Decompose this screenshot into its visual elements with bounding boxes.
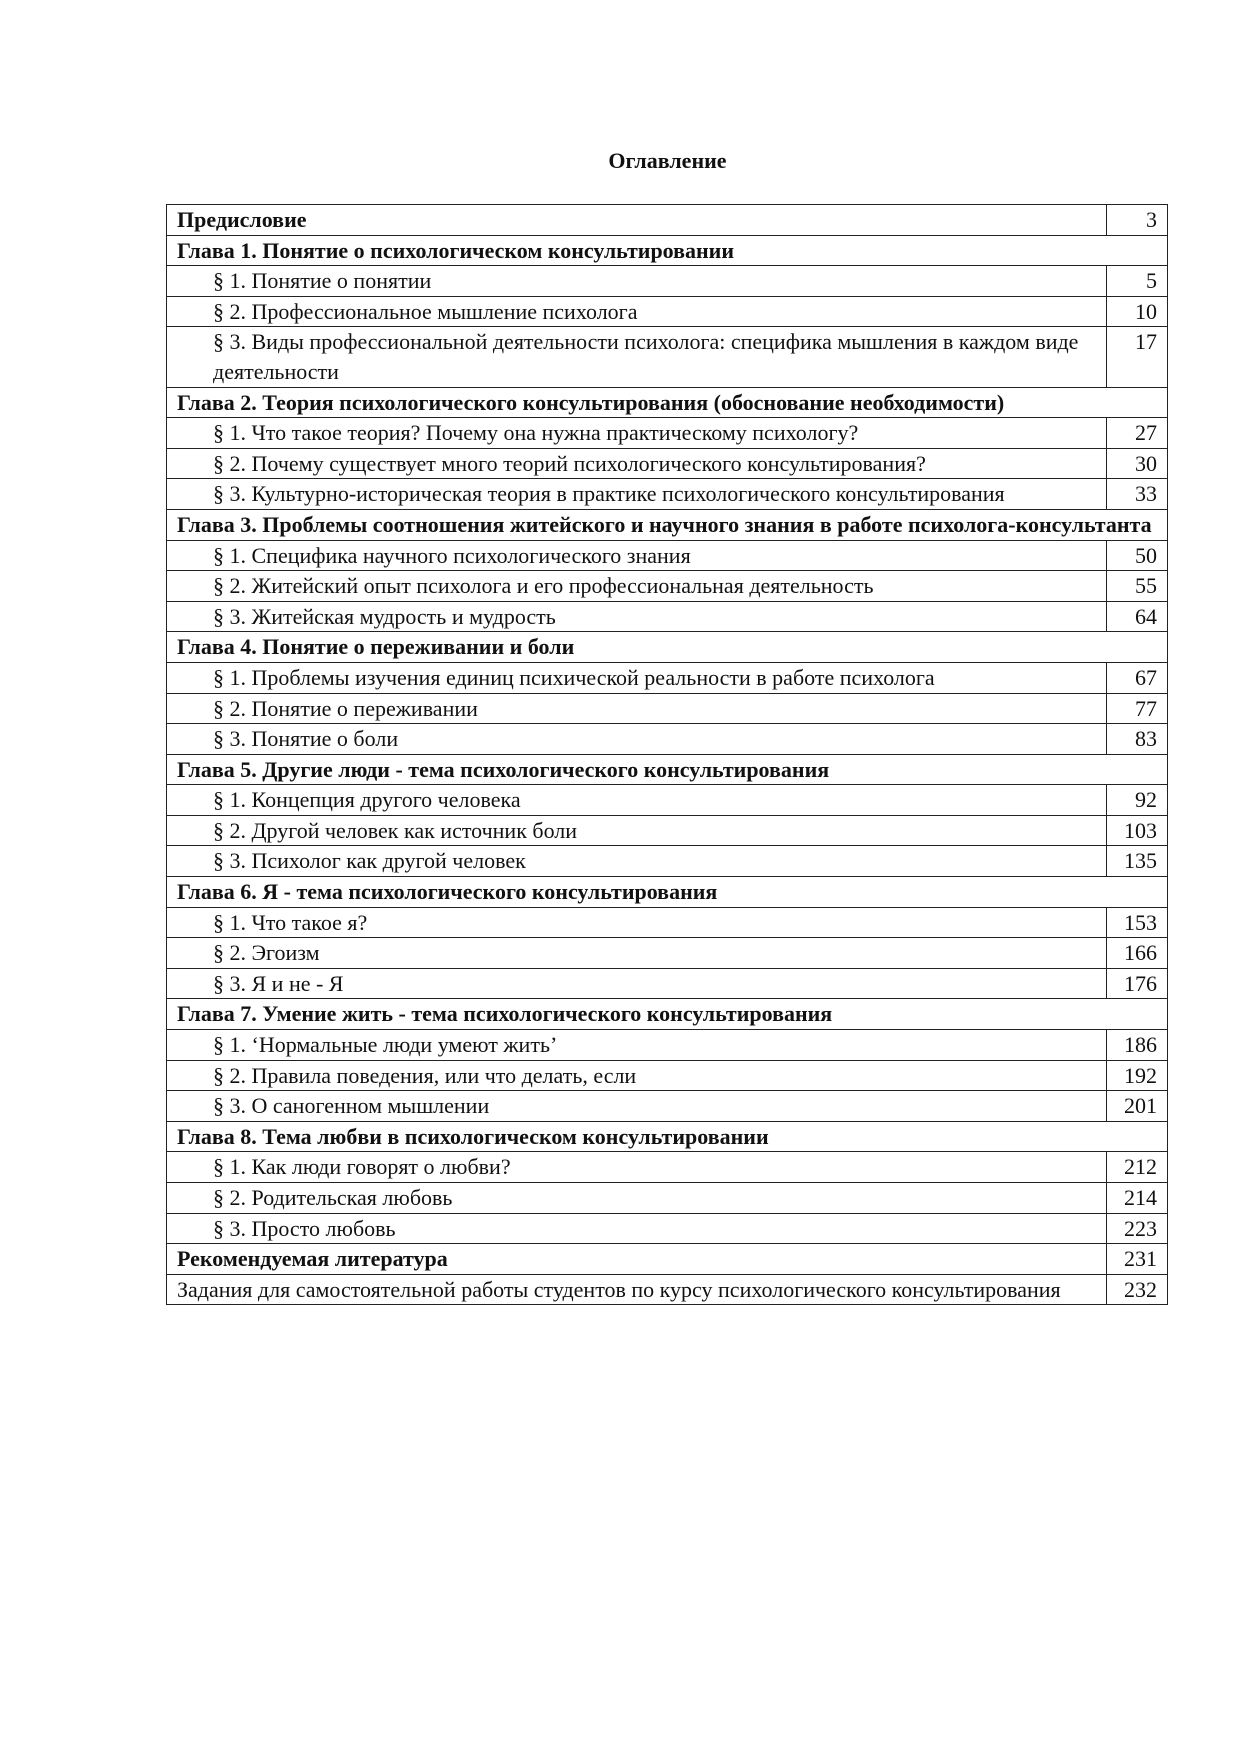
page-number: 3 [1107, 205, 1168, 236]
entry-title: § 3. Психолог как другой человек [167, 846, 1107, 877]
toc-section-row [167, 724, 1168, 755]
toc-section-row [167, 479, 1168, 510]
toc-section-row [167, 1091, 1168, 1122]
entry-title: § 2. Почему существует много теорий психологического консультирования? [167, 448, 1107, 479]
entry-title: Рекомендуемая литература [167, 1244, 1107, 1275]
page-number: 67 [1107, 662, 1168, 693]
toc-section-row [167, 1152, 1168, 1183]
entry-title: § 2. Профессиональное мышление психолога [167, 296, 1107, 327]
toc-section-row [167, 1183, 1168, 1214]
toc-chapter-row [167, 1121, 1168, 1152]
toc-section-row [167, 1213, 1168, 1244]
toc-chapter-row [167, 877, 1168, 908]
toc-section-row [167, 448, 1168, 479]
entry-title: § 3. Просто любовь [167, 1213, 1107, 1244]
toc-section-row [167, 1060, 1168, 1091]
page-number: 55 [1107, 571, 1168, 602]
toc-section-row [167, 693, 1168, 724]
entry-title: § 2. Понятие о переживании [167, 693, 1107, 724]
entry-title: § 3. Понятие о боли [167, 724, 1107, 755]
entry-title: § 1. ‘Нормальные люди умеют жить’ [167, 1030, 1107, 1061]
entry-title: § 1. Понятие о понятии [167, 266, 1107, 297]
page-number: 33 [1107, 479, 1168, 510]
toc-section-row [167, 662, 1168, 693]
chapter-title: Глава 2. Теория психологического консультирования (обоснование необходимости) [167, 387, 1168, 418]
toc-chapter-row [167, 509, 1168, 540]
entry-title: § 2. Житейский опыт психолога и его профессиональная деятельность [167, 571, 1107, 602]
entry-title: § 1. Специфика научного психологического знания [167, 540, 1107, 571]
page-number: 27 [1107, 418, 1168, 449]
toc-row [167, 1244, 1168, 1275]
toc-row [167, 1274, 1168, 1305]
entry-title: § 2. Эгоизм [167, 938, 1107, 969]
toc-section-row [167, 540, 1168, 571]
chapter-title: Глава 4. Понятие о переживании и боли [167, 632, 1168, 663]
page-number: 135 [1107, 846, 1168, 877]
entry-title: Задания для самостоятельной работы студентов по курсу психологического консультирования [167, 1274, 1107, 1305]
page-number: 92 [1107, 785, 1168, 816]
page-number: 192 [1107, 1060, 1168, 1091]
toc-section-row [167, 907, 1168, 938]
page-number: 17 [1107, 327, 1168, 387]
toc-section-row [167, 785, 1168, 816]
chapter-title: Глава 8. Тема любви в психологическом консультировании [167, 1121, 1168, 1152]
toc-chapter-row [167, 632, 1168, 663]
page-number: 30 [1107, 448, 1168, 479]
entry-title: § 3. Я и не - Я [167, 968, 1107, 999]
page-number: 5 [1107, 266, 1168, 297]
toc-chapter-row [167, 999, 1168, 1030]
page-number: 83 [1107, 724, 1168, 755]
page-number: 64 [1107, 601, 1168, 632]
toc-row [167, 205, 1168, 236]
toc-body [167, 205, 1168, 1305]
toc-section-row [167, 571, 1168, 602]
page-number: 176 [1107, 968, 1168, 999]
page-number: 214 [1107, 1183, 1168, 1214]
toc-section-row [167, 266, 1168, 297]
chapter-title: Глава 7. Умение жить - тема психологического консультирования [167, 999, 1168, 1030]
page-number: 10 [1107, 296, 1168, 327]
page-number: 103 [1107, 815, 1168, 846]
entry-title: § 1. Как люди говорят о любви? [167, 1152, 1107, 1183]
toc-section-row [167, 601, 1168, 632]
page-number: 231 [1107, 1244, 1168, 1275]
entry-title: § 3. Виды профессиональной деятельности психолога: специфика мышления в каждом виде деятельности [167, 327, 1107, 387]
page-number: 232 [1107, 1274, 1168, 1305]
entry-title: § 1. Проблемы изучения единиц психической реальности в работе психолога [167, 662, 1107, 693]
toc-section-row [167, 418, 1168, 449]
entry-title: Предисловие [167, 205, 1107, 236]
page-number: 186 [1107, 1030, 1168, 1061]
chapter-title: Глава 1. Понятие о психологическом консультировании [167, 235, 1168, 266]
entry-title: § 3. Культурно-историческая теория в практике психологического консультирования [167, 479, 1107, 510]
chapter-title: Глава 3. Проблемы соотношения житейского и научного знания в работе психолога-консультанта [167, 509, 1168, 540]
toc-table [166, 204, 1168, 1305]
chapter-title: Глава 5. Другие люди - тема психологического консультирования [167, 754, 1168, 785]
toc-chapter-row [167, 235, 1168, 266]
chapter-title: Глава 6. Я - тема психологического консультирования [167, 877, 1168, 908]
page-number: 166 [1107, 938, 1168, 969]
page-number: 50 [1107, 540, 1168, 571]
page-number: 223 [1107, 1213, 1168, 1244]
toc-section-row [167, 1030, 1168, 1061]
entry-title: § 2. Правила поведения, или что делать, если [167, 1060, 1107, 1091]
entry-title: § 2. Другой человек как источник боли [167, 815, 1107, 846]
entry-title: § 2. Родительская любовь [167, 1183, 1107, 1214]
toc-section-row [167, 815, 1168, 846]
entry-title: § 3. О саногенном мышлении [167, 1091, 1107, 1122]
toc-section-row [167, 296, 1168, 327]
toc-section-row [167, 327, 1168, 387]
toc-section-row [167, 968, 1168, 999]
toc-chapter-row [167, 754, 1168, 785]
entry-title: § 1. Что такое я? [167, 907, 1107, 938]
toc-section-row [167, 938, 1168, 969]
page-number: 201 [1107, 1091, 1168, 1122]
entry-title: § 1. Что такое теория? Почему она нужна практическому психологу? [167, 418, 1107, 449]
page-number: 77 [1107, 693, 1168, 724]
page-number: 212 [1107, 1152, 1168, 1183]
entry-title: § 1. Концепция другого человека [167, 785, 1107, 816]
entry-title: § 3. Житейская мудрость и мудрость [167, 601, 1107, 632]
toc-chapter-row [167, 387, 1168, 418]
toc-section-row [167, 846, 1168, 877]
page-title: Оглавление [608, 148, 727, 173]
page-number: 153 [1107, 907, 1168, 938]
